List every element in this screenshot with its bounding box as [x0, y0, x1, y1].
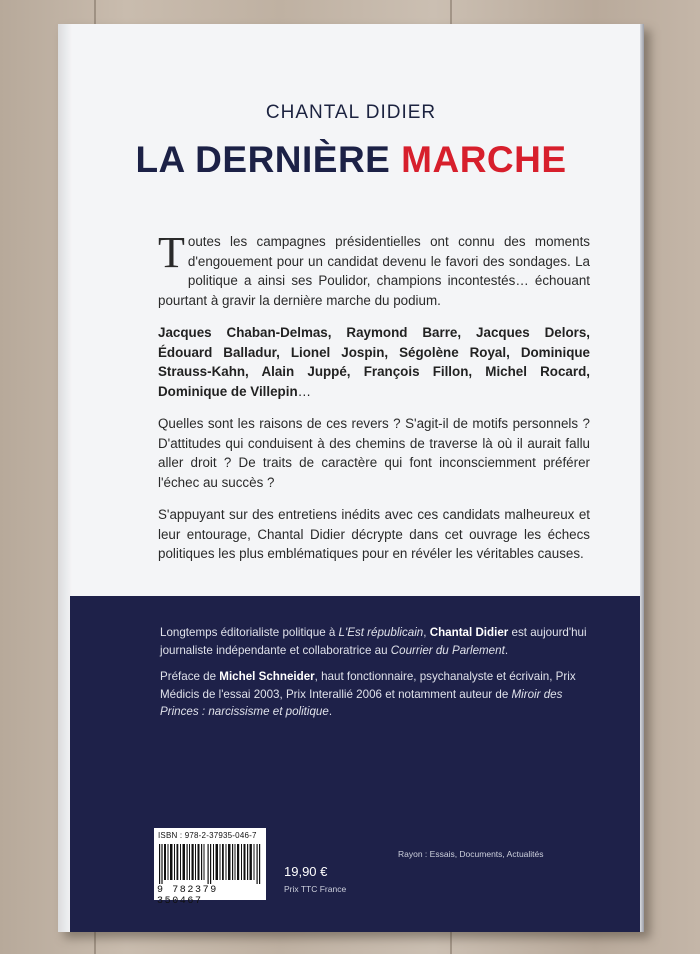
barcode-icon	[159, 844, 261, 884]
author-bio	[160, 624, 590, 730]
price-note: Prix TTC France	[284, 884, 347, 894]
bio-paragraph-1: Longtemps éditorialiste politique à L'Est républicain, Chantal Didier est aujourd'hui journaliste indépendante et collaboratrice au Courrier du Parlement.	[160, 626, 587, 657]
blurb-paragraph-4: S'appuyant sur des entretiens inédits avec ces candidats malheureux et leur entourage, Chantal Didier décrypte dans cet ouvrage les échecs politiques les plus emblématiques pour en révéler les véritables causes.	[158, 507, 590, 561]
title-part-1: LA DERNIÈRE	[135, 139, 391, 180]
isbn-text: ISBN : 978-2-37935-046-7	[158, 831, 257, 840]
book-title	[58, 139, 644, 181]
blurb-paragraph-1: Toutes les campagnes présidentielles ont connu des moments d'engouement pour un candidat devenu le favori des sondages. La politique a ainsi ses Poulidor, champions incontestés… échouant pourtant à gravir la dernière marche du podium.	[158, 228, 590, 308]
price: 19,90 €	[284, 864, 328, 879]
book-edge	[640, 24, 644, 932]
shelf-category: Rayon : Essais, Documents, Actualités	[398, 849, 544, 859]
drop-cap: T	[158, 228, 185, 277]
bio-paragraph-2: Préface de Michel Schneider, haut fonctionnaire, psychanalyste et écrivain, Prix Médicis de l'essai 2003, Prix Interallié 2006 et notamment auteur de Miroir des Princes : narcissisme et politique.	[160, 670, 576, 718]
blurb	[158, 228, 590, 577]
title-part-2: MARCHE	[401, 139, 567, 180]
barcode-label	[154, 828, 266, 907]
blurb-candidate-names: Jacques Chaban-Delmas, Raymond Barre, Jacques Delors, Édouard Balladur, Lionel Jospin, Ségolène Royal, Dominique Strauss-Kahn, Alain Juppé, François Fillon, Michel Rocard, Dominique de Villepin…	[158, 325, 590, 399]
ean-digits: 9 782379 350467	[157, 885, 218, 907]
blurb-paragraph-3: Quelles sont les raisons de ces revers ? S'agit-il de motifs personnels ? D'attitudes qui conduisent à des chemins de traverse là où il aurait fallu aller droit ? De traits de caractère qui font inconsciemment préférer l'échec au succès ?	[158, 416, 590, 490]
author-name: CHANTAL DIDIER	[265, 102, 437, 123]
